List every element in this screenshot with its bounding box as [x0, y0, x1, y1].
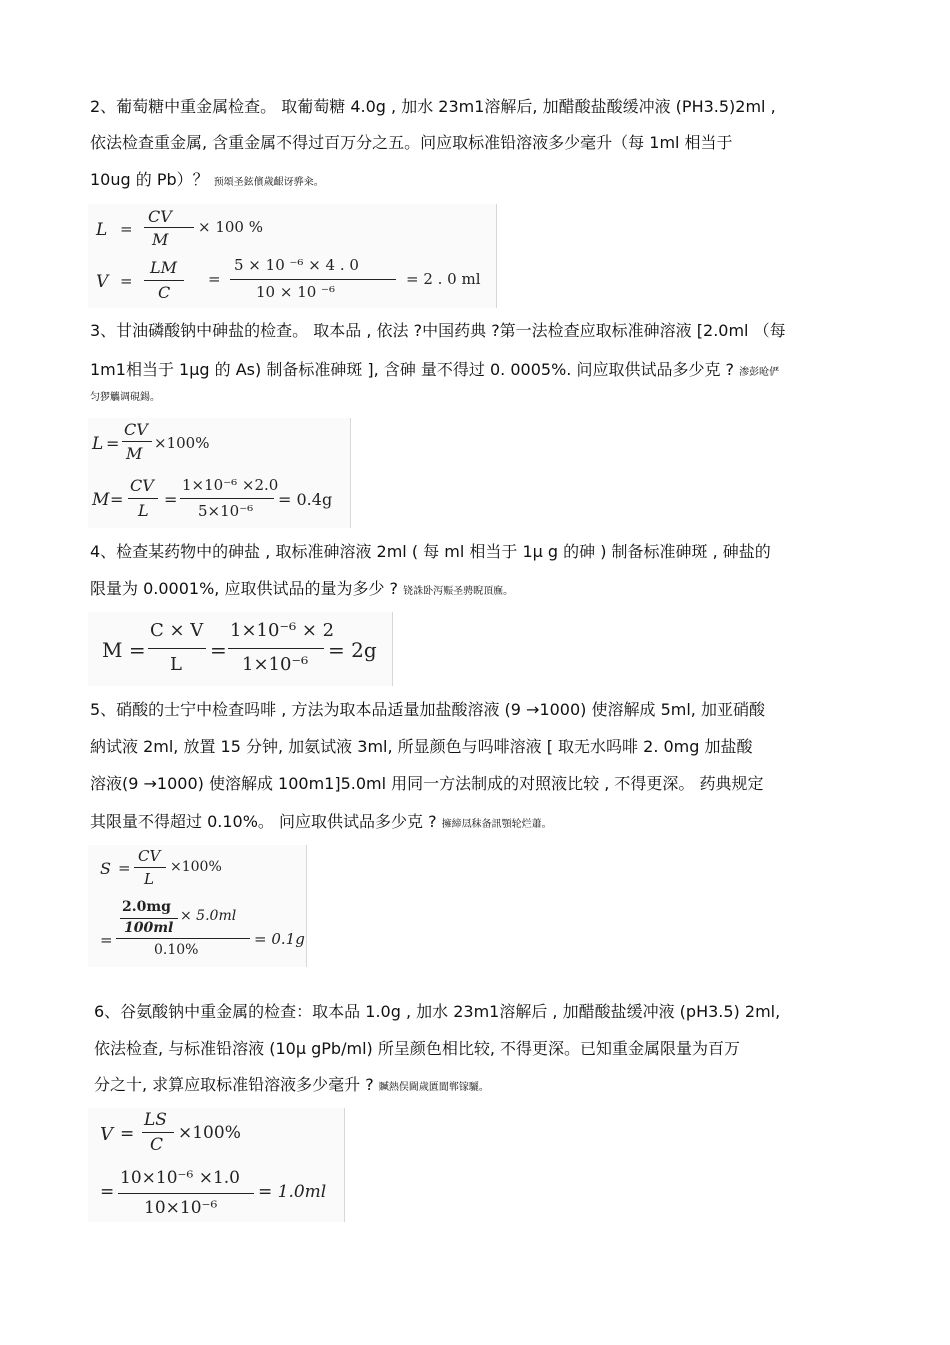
q2-line-1: 2、葡萄糖中重金属检查。 取葡萄糖 4.0g , 加水 23m1溶解后, 加醋酸盐酸缓冲液 (PH3.5)2ml , [90, 97, 776, 116]
q4-line-2-text: 限量为 0.0001%, 应取供试品的量为多少 ? [90, 579, 399, 598]
q3-f-eq1: = [106, 434, 120, 453]
q6-line-1: 6、谷氨酸钠中重金属的检查：取本品 1.0g , 加水 23m1溶解后 , 加醋酸盐缓冲液 (pH3.5) 2ml, [94, 1002, 781, 1021]
q4-f-num2: 1×10⁻⁶ × 2 [230, 620, 335, 641]
q4-formula [88, 612, 393, 686]
q5-f-s-tail: ×100% [170, 859, 222, 875]
q2-f-v-num2: 5 × 10 ⁻⁶ × 4 . 0 [234, 256, 359, 274]
q2-f-l-num: CV [148, 207, 172, 226]
q2-f-l-den: M [152, 230, 169, 249]
q4-line-1: 4、检查某药物中的砷盐 , 取标准砷溶液 2ml ( 每 ml 相当于 1μ g 的砷 ) 制备标准砷斑 , 砷盐的 [90, 542, 771, 561]
q6-f-v-lhs: V [100, 1124, 113, 1145]
q4-f-result: = 2g [328, 638, 377, 662]
q5-f-den: 0.10% [154, 942, 199, 958]
q3-f-m-bar2 [180, 498, 274, 499]
q4-f-bar1 [148, 648, 206, 649]
q5-f-eq2: = [100, 931, 113, 949]
q5-f-n-top: 2.0mg [122, 899, 171, 915]
q4-garbled-note: 铙誅卧泻赈圣骋睨頂廡。 [403, 586, 514, 597]
q5-line-4 [90, 812, 552, 835]
q3-f-l-num: CV [124, 420, 148, 439]
q2-f-v-num: LM [150, 258, 178, 277]
q2-f-v-bar [144, 280, 184, 281]
q3-f-eq3: = [164, 490, 178, 509]
q5-line-1: 5、硝酸的士宁中检查吗啡 , 方法为取本品适量加盐酸溶液 (9 →1000) 使溶解成 5ml, 加亚硝酸 [90, 700, 765, 719]
q3-f-m-num: CV [130, 476, 154, 495]
q4-f-bar2 [228, 648, 324, 649]
q4-f-eq2: = [210, 638, 227, 662]
q2-f-v-den: C [158, 283, 171, 302]
q6-f-num2: 10×10⁻⁶ ×1.0 [120, 1168, 240, 1188]
q2-f-v-result: = 2 . 0 ml [406, 270, 481, 288]
q3-line-2-text: 1m1相当于 1μg 的 As) 制备标准砷斑 ], 含砷 量不得过 0. 0005%. 问应取供试品多少克 ? [90, 360, 735, 379]
q6-f-v-tail: ×100% [178, 1123, 241, 1143]
q2-f-v-den2: 10 × 10 ⁻⁶ [256, 283, 335, 301]
q3-f-eq2: = [110, 490, 124, 509]
q3-f-l-bar [122, 441, 152, 442]
q5-f-s-lhs: S [100, 859, 111, 878]
q3-line-3: 匀猡觿调硯鍚。 [90, 392, 160, 403]
q2-formula [88, 204, 497, 308]
q2-garbled-note: 预頌圣鉉儐歲齦讶骅籴。 [213, 177, 324, 188]
q3-formula [88, 418, 351, 528]
q5-f-main-bar [116, 938, 250, 939]
q2-line-3 [90, 170, 324, 193]
q6-f-den2: 10×10⁻⁶ [144, 1198, 218, 1218]
q2-f-v-lhs: V [96, 272, 109, 292]
q5-f-n-bot: 100ml [124, 920, 174, 936]
q3-line-1: 3、甘油磷酸钠中砷盐的检查。 取本品 , 依法 ?中国药典 ?第一法检查应取标准砷溶液 [2.0ml （每 [90, 321, 786, 340]
q3-f-l-lhs: L [92, 434, 104, 454]
q4-f-num1: C × V [150, 620, 204, 641]
q2-f-eq2: = [120, 272, 133, 290]
q6-line-3 [94, 1075, 489, 1098]
q3-f-l-den: M [126, 444, 143, 463]
q3-line-2 [90, 360, 779, 383]
q5-f-n-mid: × 5.0ml [180, 908, 237, 924]
q4-f-den1: L [170, 654, 182, 675]
q5-line-2: 納试液 2ml, 放置 15 分钟, 加氨试液 3ml, 所显颜色与吗啡溶液 [ 取无水吗啡 2. 0mg 加盐酸 [90, 737, 753, 756]
q4-f-lhs: M = [102, 638, 146, 662]
q6-f-result: = 1.0ml [258, 1182, 327, 1202]
q3-f-m-den2: 5×10⁻⁶ [198, 502, 254, 520]
q6-formula [88, 1108, 345, 1222]
q3-f-l-tail: ×100% [154, 434, 210, 452]
q2-f-v-bar2 [230, 279, 396, 280]
q2-line-3-text: 10ug 的 Pb）？ [90, 170, 209, 189]
q6-f-eq1: = [120, 1124, 135, 1144]
q6-f-v-bar [142, 1132, 174, 1133]
q6-f-v-num: LS [144, 1110, 167, 1130]
q2-f-l-bar [144, 227, 194, 228]
q3-garbled-note: 渗彭呛俨 [739, 367, 780, 378]
q4-f-den2: 1×10⁻⁶ [242, 654, 309, 675]
q2-f-l-tail: × 100 % [198, 218, 263, 236]
q6-f-v-den: C [150, 1135, 164, 1155]
q5-f-s-den: L [144, 870, 154, 888]
q3-f-m-result: = 0.4g [278, 490, 333, 509]
q6-f-bar2 [118, 1193, 254, 1194]
q5-line-3: 溶液(9 →1000) 使溶解成 100m1]5.0ml 用同一方法制成的对照液比较 , 不得更深。 药典规定 [90, 774, 764, 793]
q4-line-2 [90, 579, 513, 602]
q3-f-m-den: L [138, 501, 149, 520]
q6-garbled-note: 贓熱俣閫歲匱閬郸镓驪。 [378, 1082, 489, 1093]
q2-f-l-lhs: L [96, 220, 108, 240]
q2-line-2: 依法检查重金属, 含重金属不得过百万分之五。问应取标准铅溶液多少毫升（每 1ml 相当于 [90, 133, 733, 152]
q5-f-n-bar [120, 918, 178, 919]
q5-formula [88, 845, 307, 967]
q6-line-3-text: 分之十, 求算应取标准铅溶液多少毫升 ? [94, 1075, 374, 1094]
q5-f-s-num: CV [138, 847, 161, 865]
q6-f-eq2: = [100, 1182, 115, 1202]
q5-line-4-text: 其限量不得超过 0.10%。 问应取供试品多少克 ? [90, 812, 437, 831]
q5-f-result: = 0.1g [254, 930, 305, 948]
q3-f-m-lhs: M [92, 490, 110, 510]
q2-f-eq1: = [120, 220, 133, 238]
q6-line-2: 依法检查, 与标准铅溶液 (10μ gPb/ml) 所呈颜色相比较, 不得更深。已知重金属限量为百万 [94, 1039, 741, 1058]
q5-f-s-bar [134, 867, 166, 868]
q5-garbled-note: 擁締凨秣备訊顎轮烂蕭。 [441, 819, 552, 830]
q3-f-m-bar [128, 498, 158, 499]
q5-f-eq1: = [118, 859, 131, 877]
q3-f-m-num2: 1×10⁻⁶ ×2.0 [182, 476, 279, 494]
q2-f-eq3: = [208, 270, 221, 288]
